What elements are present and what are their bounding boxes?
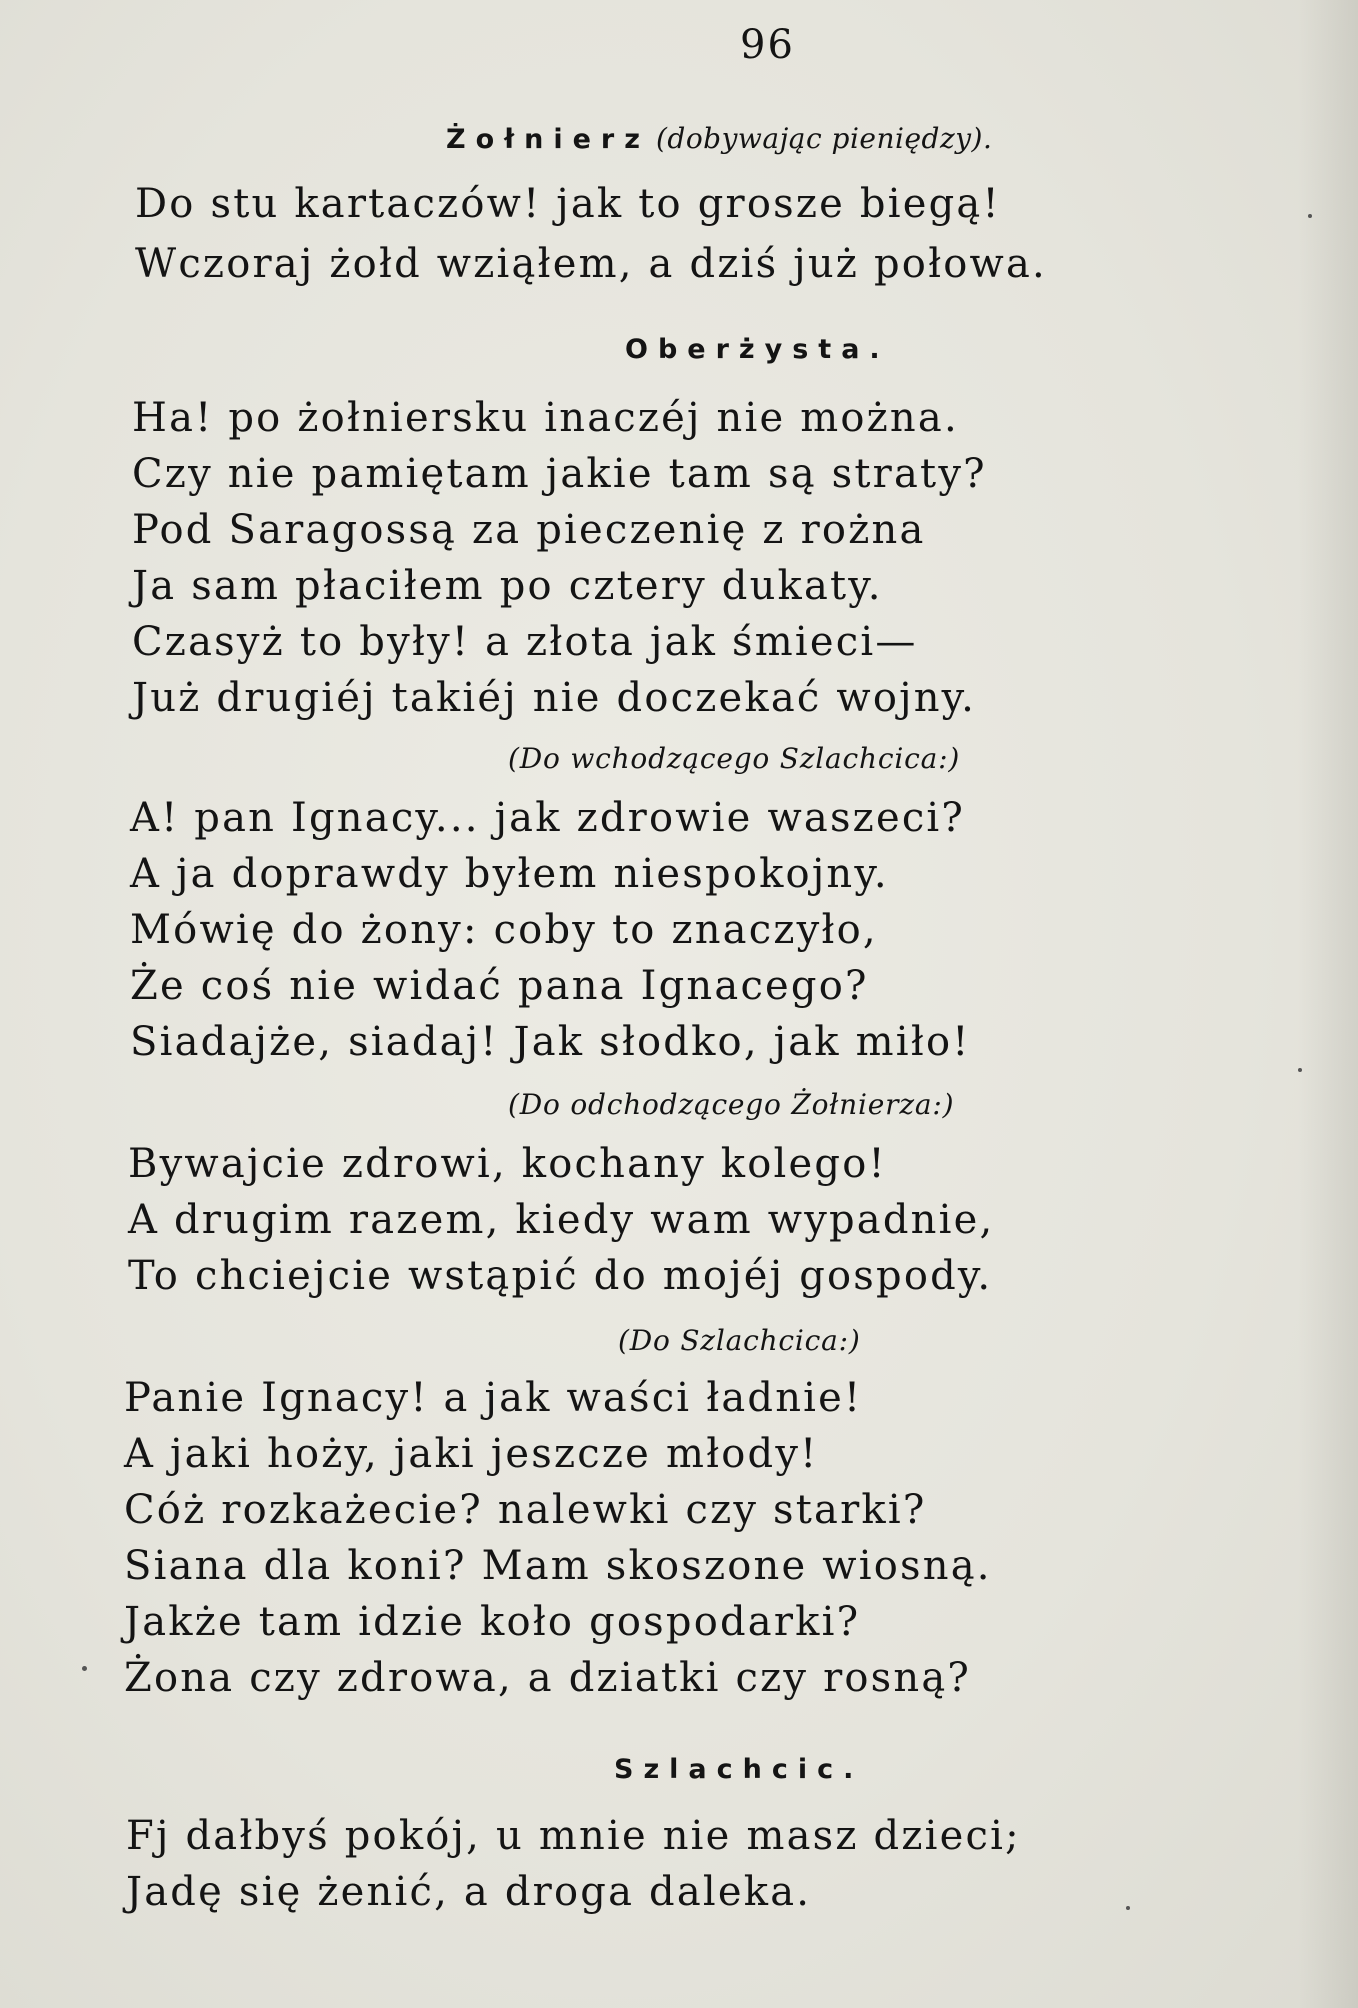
paper-speck <box>1126 1906 1130 1910</box>
page-edge-shadow <box>1298 0 1358 2008</box>
verse-line: To chciejcie wstąpić do mojéj gospody. <box>128 1253 993 1299</box>
speaker-name: Żołnierz <box>446 124 650 155</box>
verse-line: A ja doprawdy byłem niespokojny. <box>130 851 889 897</box>
page-number: 96 <box>740 22 795 68</box>
stage-direction: (Do wchodzącego Szlachcica:) <box>508 742 961 775</box>
verse-line: Że coś nie widać pana Ignacego? <box>130 963 869 1009</box>
speaker-heading: Oberżysta. <box>625 334 890 365</box>
verse-line: Jakże tam idzie koło gospodarki? <box>124 1599 861 1645</box>
speaker-heading <box>446 122 992 155</box>
verse-line: Jadę się żenić, a droga daleka. <box>126 1869 812 1915</box>
verse-line: A drugim razem, kiedy wam wypadnie, <box>128 1197 995 1243</box>
verse-line: Siana dla koni? Mam skoszone wiosną. <box>124 1543 992 1589</box>
verse-line: Czasyż to były! a złota jak śmieci— <box>132 619 918 665</box>
verse-line: Mówię do żony: coby to znaczyło, <box>130 907 878 953</box>
verse-line: A! pan Ignacy... jak zdrowie waszeci? <box>130 795 966 841</box>
verse-line: Ja sam płaciłem po cztery dukaty. <box>132 563 883 609</box>
paper-speck <box>1308 214 1312 218</box>
verse-line: Ha! po żołniersku inaczéj nie można. <box>132 395 959 441</box>
verse-line: Cóż rozkażecie? nalewki czy starki? <box>124 1487 927 1533</box>
verse-line: Bywajcie zdrowi, kochany kolego! <box>128 1141 887 1187</box>
verse-line: Żona czy zdrowa, a dziatki czy rosną? <box>124 1655 972 1701</box>
stage-direction: (Do Szlachcica:) <box>618 1324 861 1357</box>
verse-line: Czy nie pamiętam jakie tam są straty? <box>132 451 987 497</box>
verse-line: Panie Ignacy! a jak waści ładnie! <box>124 1375 863 1421</box>
verse-line: Fj dałbyś pokój, u mnie nie masz dzieci; <box>126 1813 1021 1859</box>
verse-line: Wczoraj żołd wziąłem, a dziś już połowa. <box>135 241 1047 287</box>
verse-line: A jaki hoży, jaki jeszcze młody! <box>124 1431 819 1477</box>
stage-direction: (Do odchodzącego Żołnierza:) <box>508 1088 955 1121</box>
verse-line: Już drugiéj takiéj nie doczekać wojny. <box>132 675 977 721</box>
stage-direction: (dobywając pieniędzy). <box>655 122 993 155</box>
verse-line: Do stu kartaczów! jak to grosze biegą! <box>135 181 1001 227</box>
speaker-heading: Szlachcic. <box>614 1754 864 1785</box>
verse-line: Siadajże, siadaj! Jak słodko, jak miło! <box>130 1019 971 1065</box>
verse-line: Pod Saragossą za pieczenię z rożna <box>132 507 926 553</box>
paper-speck <box>82 1666 87 1671</box>
paper-speck <box>1298 1068 1302 1072</box>
